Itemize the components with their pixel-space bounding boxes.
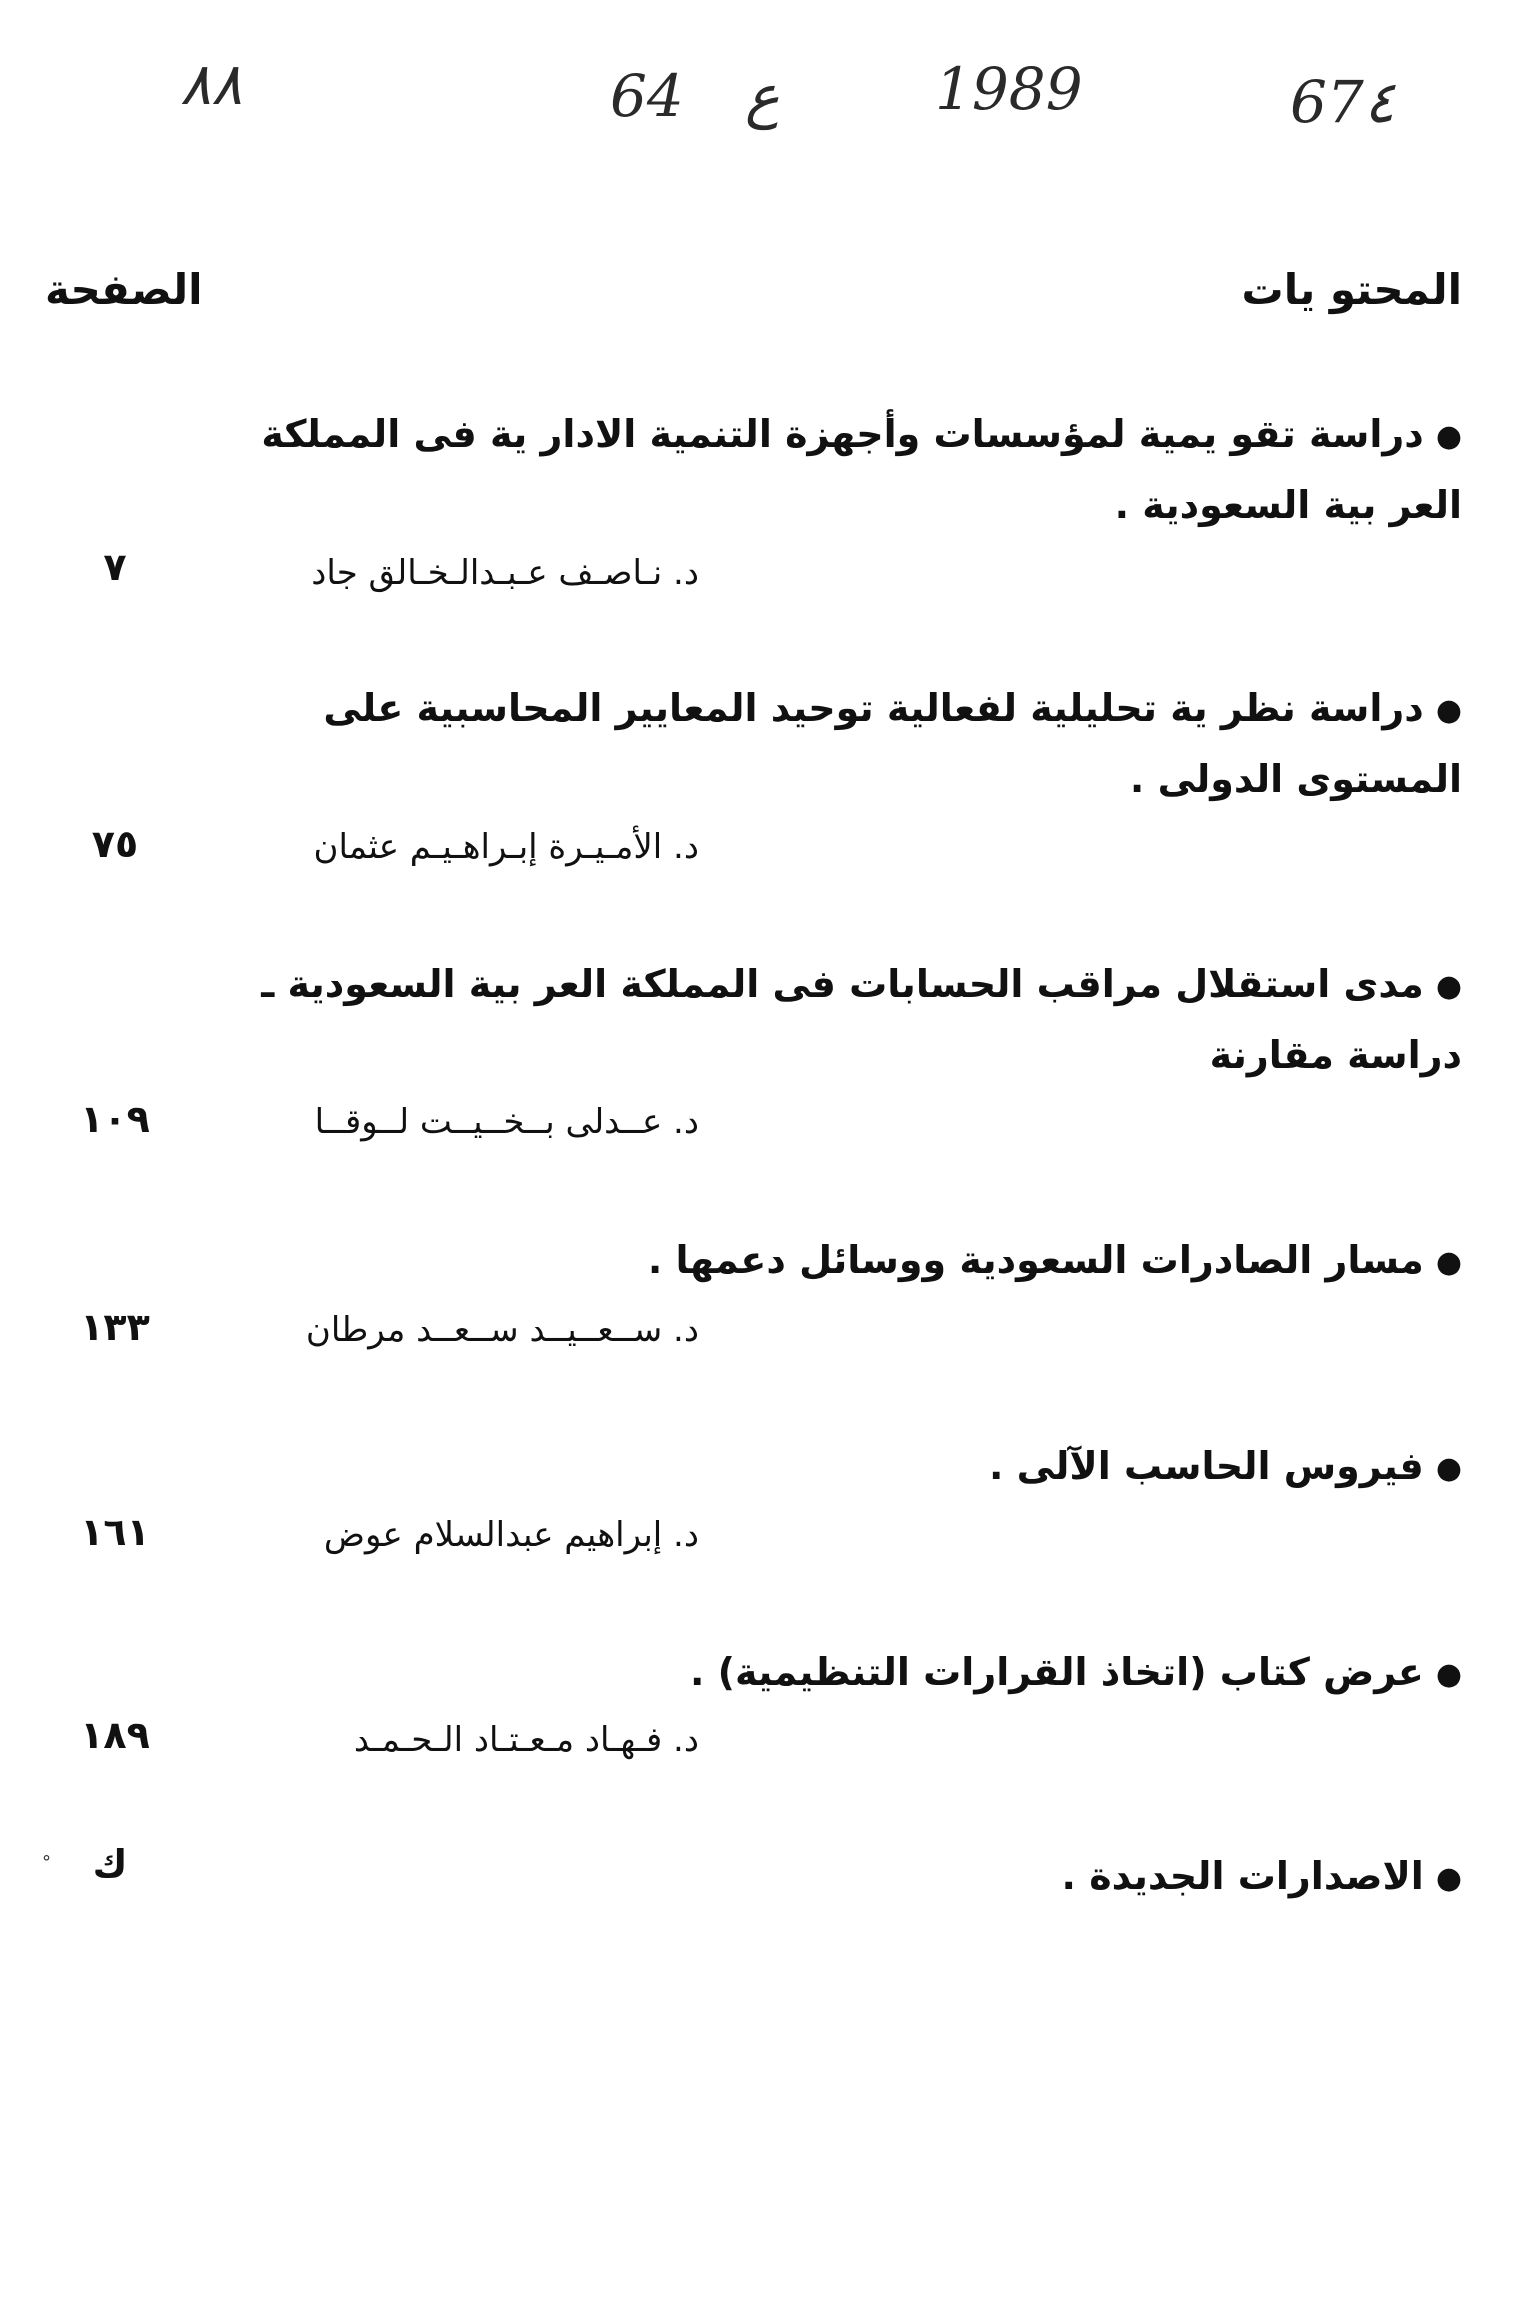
- toc-entry-title-1: [212, 400, 1462, 539]
- toc-entry-author-4: د. ســعــيــد ســعــد مرطان: [305, 1310, 699, 1350]
- entry-title-text: عرض كتاب (اتخاذ القرارات التنظيمية) .: [689, 1650, 1424, 1694]
- page-column-heading: الصفحة: [45, 265, 203, 314]
- toc-entry-author-6: د. فـهـاد مـعـتـاد الـحـمـد: [353, 1720, 699, 1760]
- toc-entry-page-1: ٧: [103, 545, 127, 589]
- contents-heading: المحتو يات: [1241, 265, 1462, 314]
- toc-entry-page-6: ١٨٩: [80, 1713, 150, 1757]
- toc-entry-title-5: [212, 1432, 1462, 1503]
- toc-entry-author-1: د. نـاصـف عـبـدالـخـالق جاد: [311, 553, 699, 593]
- handwritten-year: 1989: [935, 55, 1083, 123]
- entry-title-text: مدى استقلال مراقب الحسابات فى المملكة العر بية السعودية ـ دراسة مقارنة: [261, 962, 1462, 1077]
- bullet-icon: ●: [1435, 1860, 1462, 1896]
- bullet-icon: ●: [1435, 418, 1462, 454]
- toc-entry-page-5: ١٦١: [80, 1510, 150, 1554]
- bullet-icon: ●: [1435, 1244, 1462, 1280]
- bullet-icon: ●: [1435, 968, 1462, 1004]
- toc-entry-page-7: ك: [92, 1842, 128, 1886]
- entry-title-text: فيروس الحاسب الآلى .: [989, 1444, 1424, 1488]
- entry-title-text: دراسة نظر ية تحليلية لفعالية توحيد المعايير المحاسبية على المستوى الدولى .: [323, 686, 1462, 801]
- handwritten-issue-mark: ع: [745, 62, 780, 130]
- entry-title-text: الاصدارات الجديدة .: [1061, 1854, 1424, 1898]
- bullet-icon: ●: [1435, 692, 1462, 728]
- bullet-icon: ●: [1435, 1656, 1462, 1692]
- small-dot-mark: °: [42, 1852, 51, 1873]
- entry-title-text: دراسة تقو يمية لمؤسسات وأجهزة التنمية الادار ية فى المملكة العر بية السعودية .: [261, 412, 1462, 527]
- toc-entry-page-4: ١٣٣: [80, 1305, 150, 1349]
- toc-entry-author-3: د. عــدلى بــخــيــت لــوقــا: [314, 1102, 699, 1142]
- toc-entry-title-6: [212, 1638, 1462, 1709]
- entry-title-text: مسار الصادرات السعودية ووسائل دعمها .: [647, 1238, 1424, 1282]
- toc-entry-title-7: [212, 1842, 1462, 1913]
- handwritten-volume: 64: [610, 62, 684, 130]
- toc-entry-author-5: د. إبراهيم عبدالسلام عوض: [323, 1515, 699, 1555]
- handwritten-code: 67٤: [1290, 68, 1395, 136]
- toc-entry-title-4: [212, 1226, 1462, 1297]
- toc-entry-title-2: [212, 674, 1462, 813]
- toc-entry-page-3: ١٠٩: [80, 1097, 150, 1141]
- toc-entry-page-2: ٧٥: [91, 822, 139, 866]
- toc-entry-title-3: [212, 950, 1462, 1089]
- toc-entry-author-2: د. الأمـيـرة إبـراهـيـم عثمان: [313, 827, 699, 867]
- bullet-icon: ●: [1435, 1450, 1462, 1486]
- handwritten-mark-left: ٨٨: [180, 50, 243, 118]
